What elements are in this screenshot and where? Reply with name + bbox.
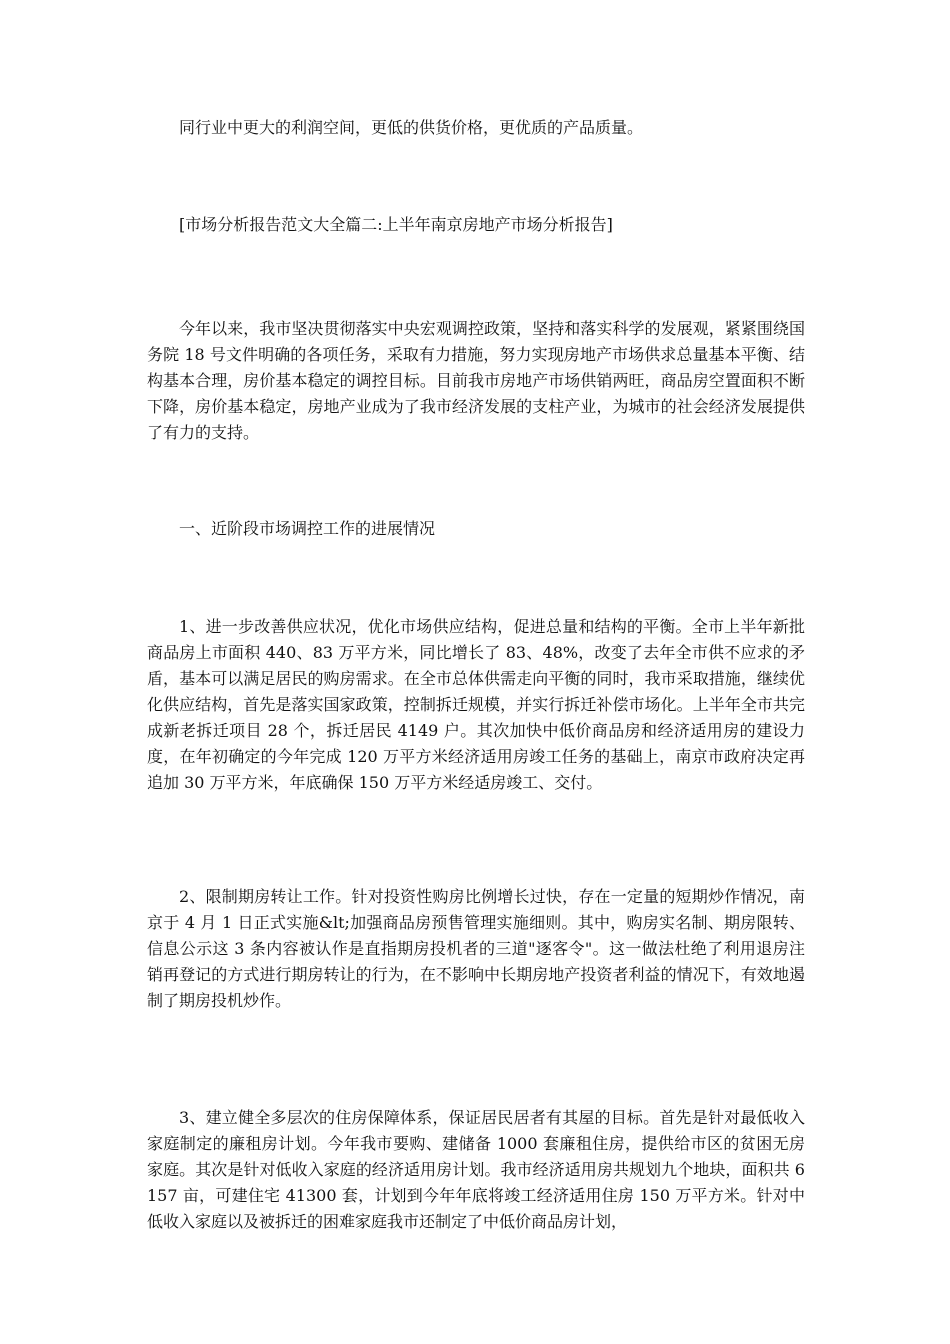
paragraph-intro-tail: 同行业中更大的利润空间，更低的供货价格，更优质的产品质量。 — [179, 118, 644, 137]
paragraph-overview: 今年以来，我市坚决贯彻落实中央宏观调控政策，坚持和落实科学的发展观，紧紧围绕国务院 18 号文件明确的各项任务，采取有力措施，努力实现房地产市场供求总量基本平衡、结构基本合理，房价基本稳定的调控目标。目前我市房地产市场供销两旺，商品房空置面积不断下降，房价基本稳定，房地产业成为了我市经济发展的支柱产业，为城市的社会经济发展提供了有力的支持。 — [147, 319, 805, 442]
paragraph-item-1: 1、进一步改善供应状况，优化市场供应结构，促进总量和结构的平衡。全市上半年新批商品房上市面积 440、83 万平方米，同比增长了 83、48%，改变了去年全市供不应求的矛盾，基本可以满足居民的购房需求。在全市总体供需走向平衡的同时，我市采取措施，继续优化供应结构，首先是落实国家政策，控制拆迁规模，并实行拆迁补偿市场化。上半年全市共完成新老拆迁项目 28 个，拆迁居民 4149 户。其次加快中低价商品房和经济适用房的建设力度，在年初确定的今年完成 120 万平方米经济适用房竣工任务的基础上，南京市政府决定再追加 30 万平方米，年底确保 150 万平方米经适房竣工、交付。 — [147, 617, 805, 792]
heading-progress: 一、近阶段市场调控工作的进展情况 — [179, 519, 436, 538]
paragraph-item-2: 2、限制期房转让工作。针对投资性购房比例增长过快，存在一定量的短期炒作情况，南京于 4 月 1 日正式实施&lt;加强商品房预售管理实施细则。其中，购房实名制、期房限转、信息公示这 3 条内容被认作是直指期房投机者的三道"逐客令"。这一做法杜绝了利用退房注销再登记的方式进行期房转让的行为，在不影响中长期房地产投资者利益的情况下，有效地遏制了期房投机炒作。 — [147, 887, 805, 1010]
section-title: [市场分析报告范文大全篇二:上半年南京房地产市场分析报告] — [179, 215, 613, 234]
paragraph-item-3: 3、建立健全多层次的住房保障体系，保证居民居者有其屋的目标。首先是针对最低收入家庭制定的廉租房计划。今年我市要购、建储备 1000 套廉租住房，提供给市区的贫困无房家庭。其次是针对低收入家庭的经济适用房计划。我市经济适用房共规划九个地块，面积共 6157 亩，可建住宅 41300 套，计划到今年年底将竣工经济适用住房 150 万平方米。针对中低收入家庭以及被拆迁的困难家庭我市还制定了中低价商品房计划， — [147, 1108, 805, 1231]
